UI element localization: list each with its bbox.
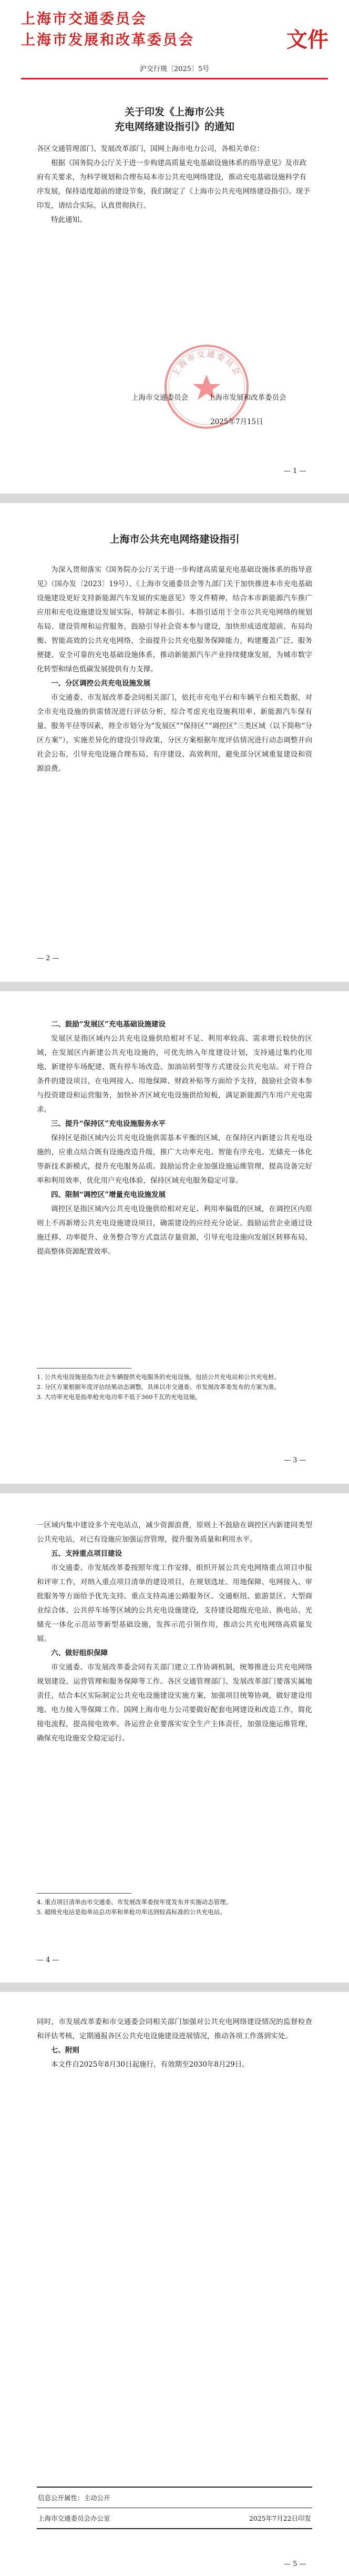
guide-paragraph: 市交通委、市发展改革委按照年度工作安排，组织开展公共充电网络重点项目申报和评审工作，对纳入重点项目清单的建设项目，在规划选址、用地保障、电网接入、审批服务等方面给予优先支持。重点支持高速公路服务区、交通枢纽、旅游景区、大型商业综合体、公共停车场等区域的公共充电设施建设，支持建设超级充电站、换电站、光储充一体化示范站等新型基础设施，发挥示范引领作用，推动公共充电网络高质量发展。 — [37, 1564, 312, 1643]
issuer-row — [37, 2508, 312, 2528]
footnote: 3. 大功率充电是指单枪充电功率不低于360千瓦的充电设施。 — [37, 1393, 201, 1401]
page-2 — [0, 503, 349, 982]
guide-paragraph: 一区域内集中建设多个充电站点，减少资源浪费，原则上不鼓励在调控区内新建同类型公共充电站，对已有设施应加强运营管理，提升服务质量和利用水平。 — [37, 1521, 312, 1544]
footnote-rule — [37, 1893, 131, 1894]
print-footer — [37, 2487, 312, 2529]
seal-text: 上海市交通委员会 — [170, 349, 243, 378]
page-5 — [0, 1992, 349, 2576]
notice-paragraph: 根据《国务院办公厅关于进一步构建高质量充电基础设施体系的指导意见》及市政府有关要求，为科学规划和合理布局本市公共充电网络建设，推动充电基础设施科学有序发展，保持适度超前的建设节奏，我们制定了《上海市公共充电网络建设指引》。现予印发，请结合实际，认真贯彻执行。 — [37, 159, 310, 210]
page-3 — [0, 991, 349, 1484]
salutation: 各区交通管理部门、发展改革部门，国网上海市电力公司，各相关单位： — [37, 145, 264, 153]
document-mark: 文件 — [286, 27, 329, 52]
section-heading-3: 三、提升“保持区”充电设施服务水平 — [51, 1120, 166, 1128]
footnote: 1. 公共充电设施是指为社会车辆提供充电服务的充电设施，包括公共充电站和公共充电桩。 — [37, 1373, 281, 1381]
page-number: — 5 — — [284, 2560, 306, 2568]
page-4 — [0, 1493, 349, 1983]
guide-body-1 — [37, 563, 312, 776]
footnote: 5. 超级充电站是指单站总功率和单枪功率达到较高标准的公共充电站。 — [37, 1908, 226, 1916]
footnotes — [37, 1897, 312, 1917]
section-heading-5: 五、支持重点项目建设 — [51, 1549, 122, 1558]
guide-paragraph: 为深入贯彻落实《国务院办公厅关于进一步构建高质量充电基础设施体系的指导意见》（国办发〔2023〕19号）、《上海市交通委员会等九部门关于加快推进本市充电基础设施建设更好支持新能源汽车发展的实施意见》等文件精神，结合本市新能源汽车推广应用和充电设施建设发展实际，特制定本指引。本指引适用于全市公共充电网络的规划布局、建设管理和运营服务，鼓励引导社会资本参与建设，加快形成适度超前、布局均衡、智能高效的公共充电网络，全面提升公共充电服务保障能力，构建覆盖广泛、服务便捷、安全可靠的充电基础设施体系，推动新能源汽车产业持续健康发展，为城市数字化转型和绿色低碳发展提供有力支撑。 — [37, 566, 312, 673]
notice-closing: 特此通知。 — [51, 216, 87, 224]
guide-paragraph: 发展区是指区域内公共充电设施供给相对不足、利用率较高、需求增长较快的区域，在发展区内新建公共充电设施的，可优先纳入年度建设计划，支持通过集约化用地、新建停车场配建、既有停车场改造、加油站转型等方式建设公共充电站。对于符合条件的建设项目，在电网接入、用地保障、财政补贴等方面给予支持，鼓励社会资本参与投资建设和运营服务，加快补齐区域充电设施供给短板，满足新能源汽车用户充电需求。 — [37, 1034, 312, 1114]
guide-paragraph: 市交通委、市发展改革委会同相关部门，依托市充电平台和车辆平台相关数据，对全市充电设施的供需情况进行评估分析，综合考虑充电设施利用率、新能源汽车保有量、服务半径等因素，将全市划分为“发展区”“保持区”“调控区”三类区域（以下简称“分区方案”），实施差异化的建设引导政策，分区方案根据年度评估情况进行动态调整并向社会公布，引导充电设施合理布局、有序建设、高效利用，避免部分区域重复建设和资源浪费。 — [37, 693, 312, 773]
page-number: — 2 — — [37, 954, 59, 962]
signer-1: 上海市交通委员会 — [131, 394, 188, 402]
notice-title-line-1: 关于印发《上海市公共 — [124, 106, 224, 118]
guide-title: 上海市公共充电网络建设指引 — [109, 534, 240, 545]
issue-date: 2025年7月15日 — [210, 418, 263, 426]
agency-name-1: 上海市交通委员会 — [21, 11, 147, 27]
notice-body — [37, 142, 312, 227]
print-date: 2025年7月22日印发 — [249, 2514, 311, 2522]
disclosure-label: 信息公开属性： — [38, 2494, 84, 2502]
page-gap — [0, 982, 349, 991]
disclosure-row — [37, 2488, 312, 2508]
disclosure-value: 主动公开 — [84, 2494, 110, 2502]
page-number: — 3 — — [284, 1456, 306, 1464]
guide-paragraph: 同时，市发展改革委和市交通委会同相关部门加强对公共充电网络建设情况的监督检查和评估考核，定期通报各区公共充电设施建设进展情况，推动各项工作落到实处。 — [37, 2018, 312, 2040]
section-heading-2: 二、鼓励“发展区”充电基础设施建设 — [51, 1020, 166, 1029]
document-number: 沪交行规〔2025〕5号 — [139, 65, 210, 73]
guide-paragraph: 市交通委、市发展改革委会同有关部门建立工作协调机制，统筹推进公共充电网络规划建设、运营管理和服务保障等工作。各区交通管理部门、发展改革部门要落实属地责任，结合本区实际制定公共充电设施建设实施方案，加强项目统筹协调，做好建设用地、电力接入等保障工作。国网上海市电力公司要做好配套电网建设和改造工作，简化接电流程，提高接电效率。各运营企业要落实安全生产主体责任，加强设施运维管理，确保充电设施安全稳定运行。 — [37, 1663, 312, 1743]
guide-paragraph: 保持区是指区域内公共充电设施供需基本平衡的区域，在保持区内新建公共充电设施的，应重点结合既有设施改造升级，推广大功率充电、智能有序充电、光储充一体化等新技术新模式，提升充电服务品质。鼓励运营企业加强设施运维管理，提高设备完好率和利用效率，优化用户充电体验，保持区域充电服务稳定可靠。 — [37, 1134, 312, 1185]
guide-body-4 — [37, 2015, 312, 2072]
guide-body-3 — [37, 1518, 312, 1746]
section-heading-6: 六、做好组织保障 — [51, 1649, 108, 1657]
guide-paragraph: 本文件自2025年8月30日起施行，有效期至2030年8月29日。 — [51, 2060, 249, 2069]
page-gap — [0, 494, 349, 503]
section-heading-4: 四、限制“调控区”增量充电设施发展 — [51, 1191, 166, 1199]
signer-2: 上海市发展和改革委员会 — [208, 394, 286, 402]
notice-title-line-2: 充电网络建设指引》的通知 — [114, 121, 234, 133]
guide-paragraph: 调控区是指区域内公共充电设施供给相对充足、利用率偏低的区域，在调控区内原则上不再新增公共充电设施建设项目，确需建设的应经充分论证。鼓励运营企业通过设施迁移、功率提升、业务整合等方式盘活存量资源，引导充电设施向发展区转移布局，提高整体资源配置效率。 — [37, 1205, 312, 1256]
red-divider — [21, 78, 328, 79]
section-heading-1: 一、分区调控公共充电设施发展 — [51, 679, 150, 688]
section-heading-7: 七、附则 — [51, 2046, 79, 2055]
agency-name-2: 上海市发展和改革委员会 — [21, 32, 194, 48]
page-gap — [0, 1983, 349, 1992]
guide-body-2 — [37, 1018, 312, 1259]
footnotes — [37, 1372, 312, 1402]
footnote: 2. 分区方案根据年度评估结果动态调整，具体以市交通委、市发展改革委发布的方案为准。 — [37, 1383, 281, 1391]
page-1 — [0, 0, 349, 494]
footnote: 4. 重点项目清单由市交通委、市发展改革委按年度发布并实施动态管理。 — [37, 1898, 232, 1906]
issuer-office: 上海市交通委员会办公室 — [38, 2514, 110, 2522]
footer-rule-bottom — [37, 2528, 312, 2529]
page-number: — 4 — — [37, 1956, 59, 1964]
page-number: — 1 — — [284, 467, 306, 475]
page-gap — [0, 1484, 349, 1493]
